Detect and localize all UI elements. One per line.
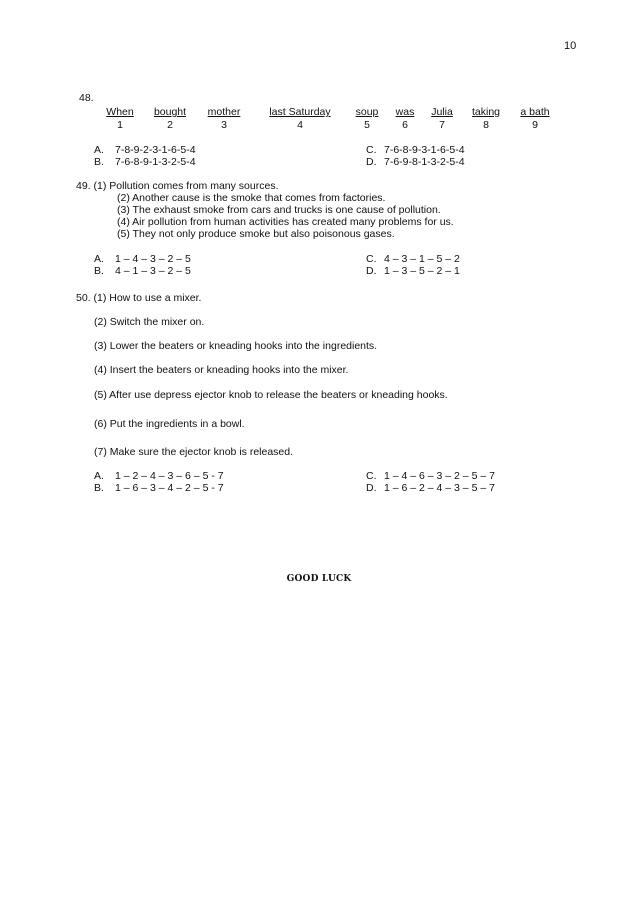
sentence-line: (3) The exhaust smoke from cars and trucks is one cause of pollution.: [117, 204, 441, 216]
sentence-line: (4) Air pollution from human activities has created many problems for us.: [117, 216, 454, 228]
page-number: 10: [564, 40, 577, 52]
word-1: When: [106, 106, 134, 118]
word-7: Julia: [431, 106, 453, 118]
question-48-number: 48.: [79, 92, 94, 104]
sentence-line: (5) After use depress ejector knob to release the beaters or kneading hooks.: [94, 389, 448, 401]
option-letter: D.: [366, 156, 377, 168]
word-number-4: 4: [297, 119, 303, 131]
option-letter: D.: [366, 265, 377, 277]
option-c-text: 4 – 3 – 1 – 5 – 2: [384, 253, 460, 265]
question-49-first-line: 49. (1) Pollution comes from many sources.: [76, 180, 279, 192]
word-number-7: 7: [439, 119, 445, 131]
option-a-text: 7-8-9-2-3-1-6-5-4: [115, 144, 196, 156]
option-letter: A.: [94, 253, 104, 265]
option-letter: A.: [94, 470, 104, 482]
option-a-text: 1 – 2 – 4 – 3 – 6 – 5 - 7: [115, 470, 224, 482]
option-letter: C.: [366, 470, 377, 482]
word-number-9: 9: [532, 119, 538, 131]
sentence-line: (2) Another cause is the smoke that comes from factories.: [117, 192, 386, 204]
question-50-first-line: 50. (1) How to use a mixer.: [76, 292, 202, 304]
sentence-line: (2) Switch the mixer on.: [94, 316, 205, 328]
word-number-6: 6: [402, 119, 408, 131]
sentence-line: (3) Lower the beaters or kneading hooks into the ingredients.: [94, 340, 378, 352]
option-letter: B.: [94, 156, 104, 168]
sentence-line: (4) Insert the beaters or kneading hooks into the mixer.: [94, 364, 349, 376]
word-9: a bath: [520, 106, 550, 118]
word-number-8: 8: [483, 119, 489, 131]
option-d-text: 1 – 3 – 5 – 2 – 1: [384, 265, 460, 277]
word-2: bought: [153, 106, 187, 118]
option-b-text: 4 – 1 – 3 – 2 – 5: [115, 265, 191, 277]
word-8: taking: [471, 106, 501, 118]
good-luck-footer: GOOD LUCK: [286, 574, 352, 584]
sentence-line: (5) They not only produce smoke but also poisonous gases.: [117, 228, 395, 240]
option-c-text: 1 – 4 – 6 – 3 – 2 – 5 – 7: [384, 470, 495, 482]
word-5: soup: [355, 106, 379, 118]
word-number-1: 1: [117, 119, 123, 131]
option-letter: B.: [94, 265, 104, 277]
option-b-text: 1 – 6 – 3 – 4 – 2 – 5 - 7: [115, 482, 224, 494]
option-a-text: 1 – 4 – 3 – 2 – 5: [115, 253, 191, 265]
option-b-text: 7-6-8-9-1-3-2-5-4: [115, 156, 196, 168]
option-c-text: 7-6-8-9-3-1-6-5-4: [384, 144, 465, 156]
option-d-text: 1 – 6 – 2 – 4 – 3 – 5 – 7: [384, 482, 495, 494]
option-letter: B.: [94, 482, 104, 494]
sentence-line: (7) Make sure the ejector knob is released.: [94, 446, 294, 458]
option-d-text: 7-6-9-8-1-3-2-5-4: [384, 156, 465, 168]
option-letter: D.: [366, 482, 377, 494]
option-letter: A.: [94, 144, 104, 156]
word-4: last Saturday: [269, 106, 331, 118]
word-number-3: 3: [221, 119, 227, 131]
word-6: was: [395, 106, 415, 118]
word-number-2: 2: [167, 119, 173, 131]
sentence-line: (6) Put the ingredients in a bowl.: [94, 418, 245, 430]
option-letter: C.: [366, 144, 377, 156]
option-letter: C.: [366, 253, 377, 265]
word-number-5: 5: [364, 119, 370, 131]
word-3: mother: [207, 106, 241, 118]
